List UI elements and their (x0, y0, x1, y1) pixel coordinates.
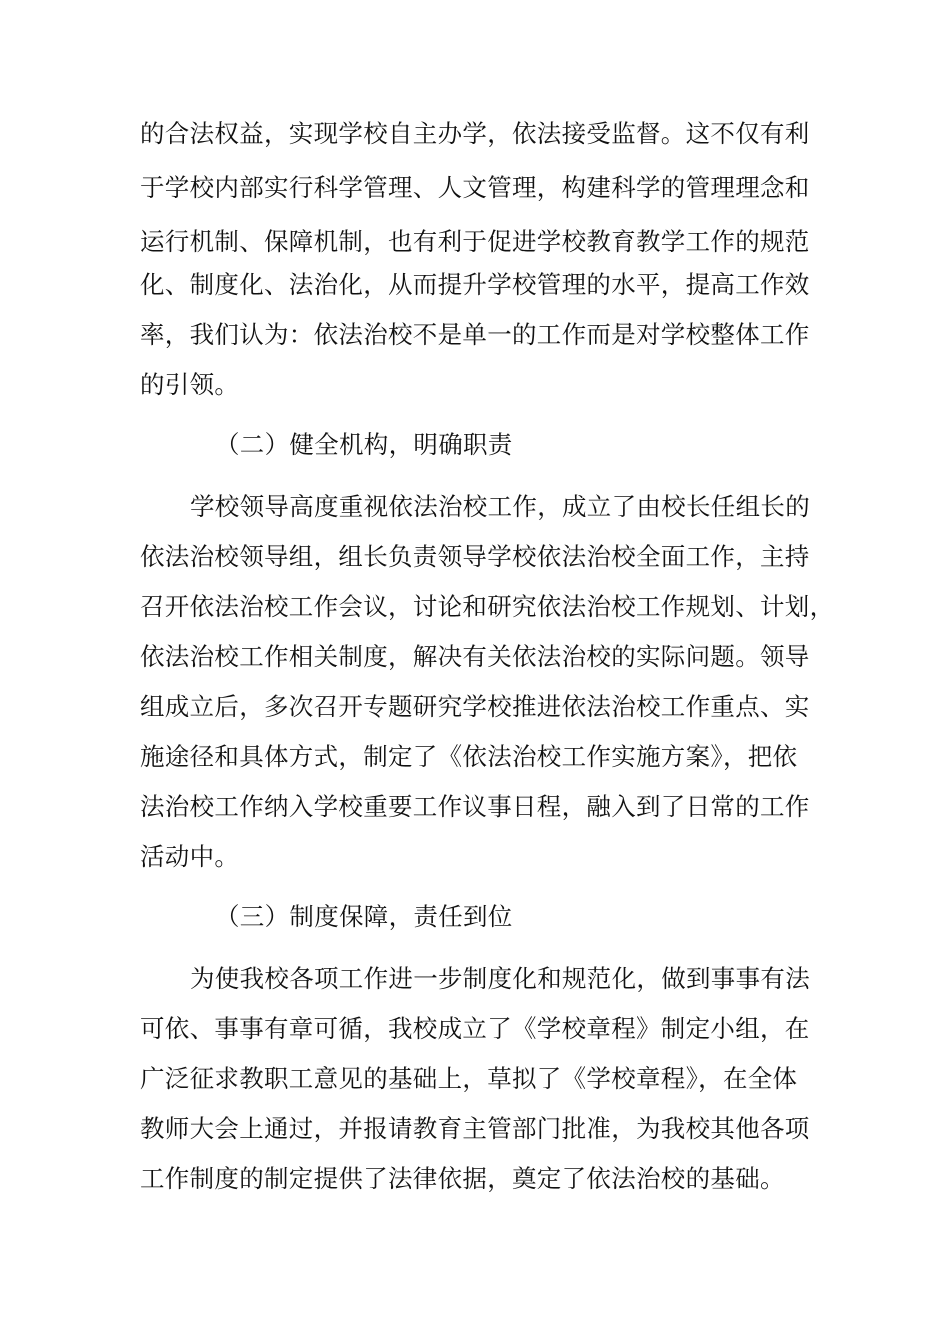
paragraph-line: 活动中。 (140, 842, 240, 871)
paragraph-line: 率，我们认为：依法治校不是单一的工作而是对学校整体工作 (140, 320, 810, 349)
paragraph-line: 施途径和具体方式，制定了《依法治校工作实施方案》，把依 (140, 742, 798, 771)
paragraph-line: 依法治校工作相关制度，解决有关依法治校的实际问题。领导 (140, 642, 810, 671)
paragraph-line: 法治校工作纳入学校重要工作议事日程，融入到了日常的工作 (140, 792, 810, 821)
paragraph-line: 于学校内部实行科学管理、人文管理，构建科学的管理理念和 (140, 173, 810, 202)
paragraph-line: 学校领导高度重视依法治校工作，成立了由校长任组长的 (190, 492, 810, 521)
paragraph-line: 召开依法治校工作会议，讨论和研究依法治校工作规划、计划， (140, 592, 835, 621)
paragraph-line: 运行机制、保障机制，也有利于促进学校教育教学工作的规范 (140, 227, 810, 256)
paragraph-line: 工作制度的制定提供了法律依据，奠定了依法治校的基础。 (140, 1164, 785, 1193)
paragraph-line: 教师大会上通过，并报请教育主管部门批准，为我校其他各项 (140, 1114, 810, 1143)
section-heading: （二）健全机构，明确职责 (215, 430, 513, 459)
paragraph-line: 可依、事事有章可循，我校成立了《学校章程》制定小组，在 (140, 1014, 810, 1043)
paragraph-line: 组成立后，多次召开专题研究学校推进依法治校工作重点、实 (140, 692, 810, 721)
paragraph-line: 为使我校各项工作进一步制度化和规范化，做到事事有法 (190, 964, 810, 993)
paragraph-line: 的引领。 (140, 370, 240, 399)
paragraph-line: 广泛征求教职工意见的基础上，草拟了《学校章程》，在全体 (140, 1064, 798, 1093)
paragraph-line: 的合法权益，实现学校自主办学，依法接受监督。这不仅有利 (140, 119, 810, 148)
paragraph-line: 化、制度化、法治化，从而提升学校管理的水平，提高工作效 (140, 270, 810, 299)
paragraph-line: 依法治校领导组，组长负责领导学校依法治校全面工作，主持 (140, 542, 810, 571)
section-heading: （三）制度保障，责任到位 (215, 902, 513, 931)
